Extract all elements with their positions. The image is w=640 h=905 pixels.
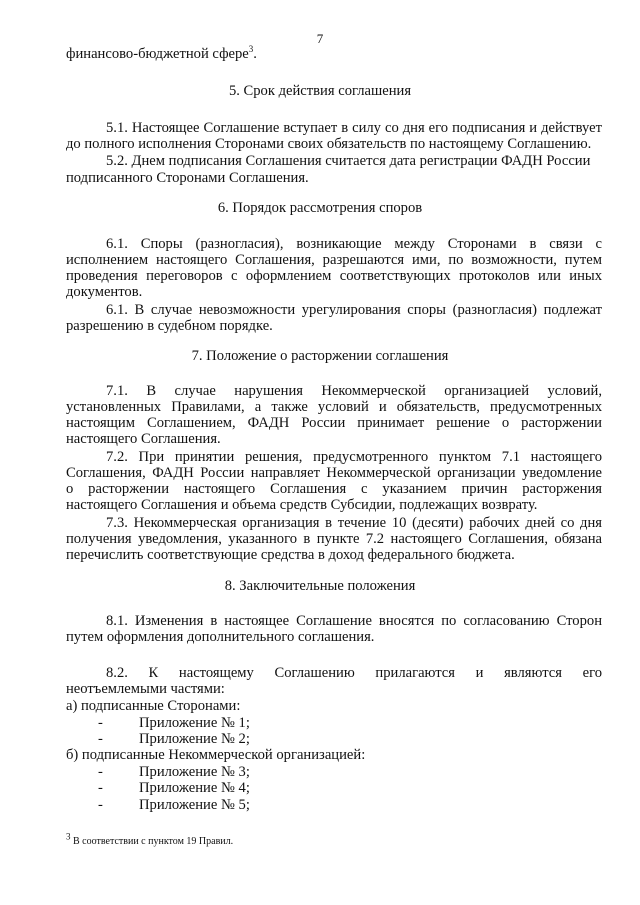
section-5-heading: 5. Срок действия соглашения — [228, 83, 412, 99]
page-number: 7 — [316, 31, 324, 46]
para-8-2-line-1: 8.2. К настоящему Соглашению прилагаются и являются его — [106, 665, 602, 681]
para-7-3-line-3: перечислить соответствующие средства в доход федерального бюджета. — [66, 547, 515, 563]
para-5-2-line-1: 5.2. Днем подписания Соглашения считается дата регистрации ФАДН России — [106, 153, 591, 169]
list-dash: - — [98, 731, 103, 747]
para-6-1-line-4: документов. — [66, 284, 143, 300]
para-5-1-line-2: до полного исполнения Сторонами своих обязательств по настоящему Соглашению. — [66, 136, 592, 152]
para-6-2-line-1: 6.1. В случае невозможности урегулирования споры (разногласия) подлежат — [106, 302, 602, 318]
para-6-1-line-2: исполнением настоящего Соглашения, разрешаются ими, по возможности, путем — [66, 252, 602, 268]
appendix-2-item: Приложение № 2; — [139, 731, 250, 747]
para-6-1-line-3: проведения переговоров с оформлением соответствующих протоколов или иных — [66, 268, 602, 284]
appendix-5-item: Приложение № 5; — [139, 797, 250, 813]
para-7-2-line-3: о расторжении настоящего Соглашения с указанием причин расторжения — [66, 481, 602, 497]
para-7-3-line-1: 7.3. Некоммерческая организация в течение 10 (десяти) рабочих дней со дня — [106, 515, 602, 531]
para-6-1-line-1: 6.1. Споры (разногласия), возникающие между Сторонами в связи с — [106, 236, 602, 252]
para-5-2-line-2: подписанного Сторонами Соглашения. — [66, 170, 309, 186]
section-8-heading: 8. Заключительные положения — [224, 578, 416, 594]
para-8-2-line-2: неотъемлемыми частями: — [66, 681, 225, 697]
para-7-1-line-1: 7.1. В случае нарушения Некоммерческой организацией условий, — [106, 383, 602, 399]
footnote-marker: 3 — [66, 831, 71, 842]
list-dash: - — [98, 764, 103, 780]
para-8-1-line-2: путем оформления дополнительного соглашения. — [66, 629, 375, 645]
para-6-2-line-2: разрешению в судебном порядке. — [66, 318, 273, 334]
footnote-text: В соответствии с пунктом 19 Правил. — [70, 836, 234, 847]
para-5-1-line-1: 5.1. Настоящее Соглашение вступает в силу со дня его подписания и действует — [106, 120, 602, 136]
list-dash: - — [98, 797, 103, 813]
appendix-4-item: Приложение № 4; — [139, 780, 250, 796]
list-b-title: б) подписанные Некоммерческой организацией: — [66, 747, 366, 763]
appendix-1-item: Приложение № 1; — [139, 715, 250, 731]
appendix-3-item: Приложение № 3; — [139, 764, 250, 780]
para-7-2-line-2: Соглашения, ФАДН России направляет Некоммерческой организации уведомление — [66, 465, 602, 481]
list-a-title: а) подписанные Сторонами: — [66, 698, 241, 714]
para-8-1-line-1: 8.1. Изменения в настоящее Соглашение вносятся по согласованию Сторон — [106, 613, 602, 629]
list-dash: - — [98, 780, 103, 796]
list-dash: - — [98, 715, 103, 731]
para-7-2-line-4: настоящего Соглашения и объема средств Субсидии, подлежащих возврату. — [66, 497, 538, 513]
para-7-1-line-4: настоящего Соглашения. — [66, 431, 221, 447]
para-7-1-line-3: настоящим Соглашением, ФАДН России принимает решение о расторжении — [66, 415, 602, 431]
continuation-line: финансово-бюджетной сфере$^3$. — [66, 44, 257, 62]
para-7-2-line-1: 7.2. При принятии решения, предусмотренного пунктом 7.1 настоящего — [106, 449, 602, 465]
para-7-3-line-2: получения уведомления, указанного в пункте 7.2 настоящего Соглашения, обязана — [66, 531, 602, 547]
footnote-ref: 3 — [248, 44, 254, 55]
para-7-1-line-2: установленных Правилами, а также условий и обязательств, предусмотренных — [66, 399, 602, 415]
footnote — [66, 831, 234, 847]
section-7-heading: 7. Положение о расторжении соглашения — [191, 348, 449, 364]
section-6-heading: 6. Порядок рассмотрения споров — [217, 200, 423, 216]
